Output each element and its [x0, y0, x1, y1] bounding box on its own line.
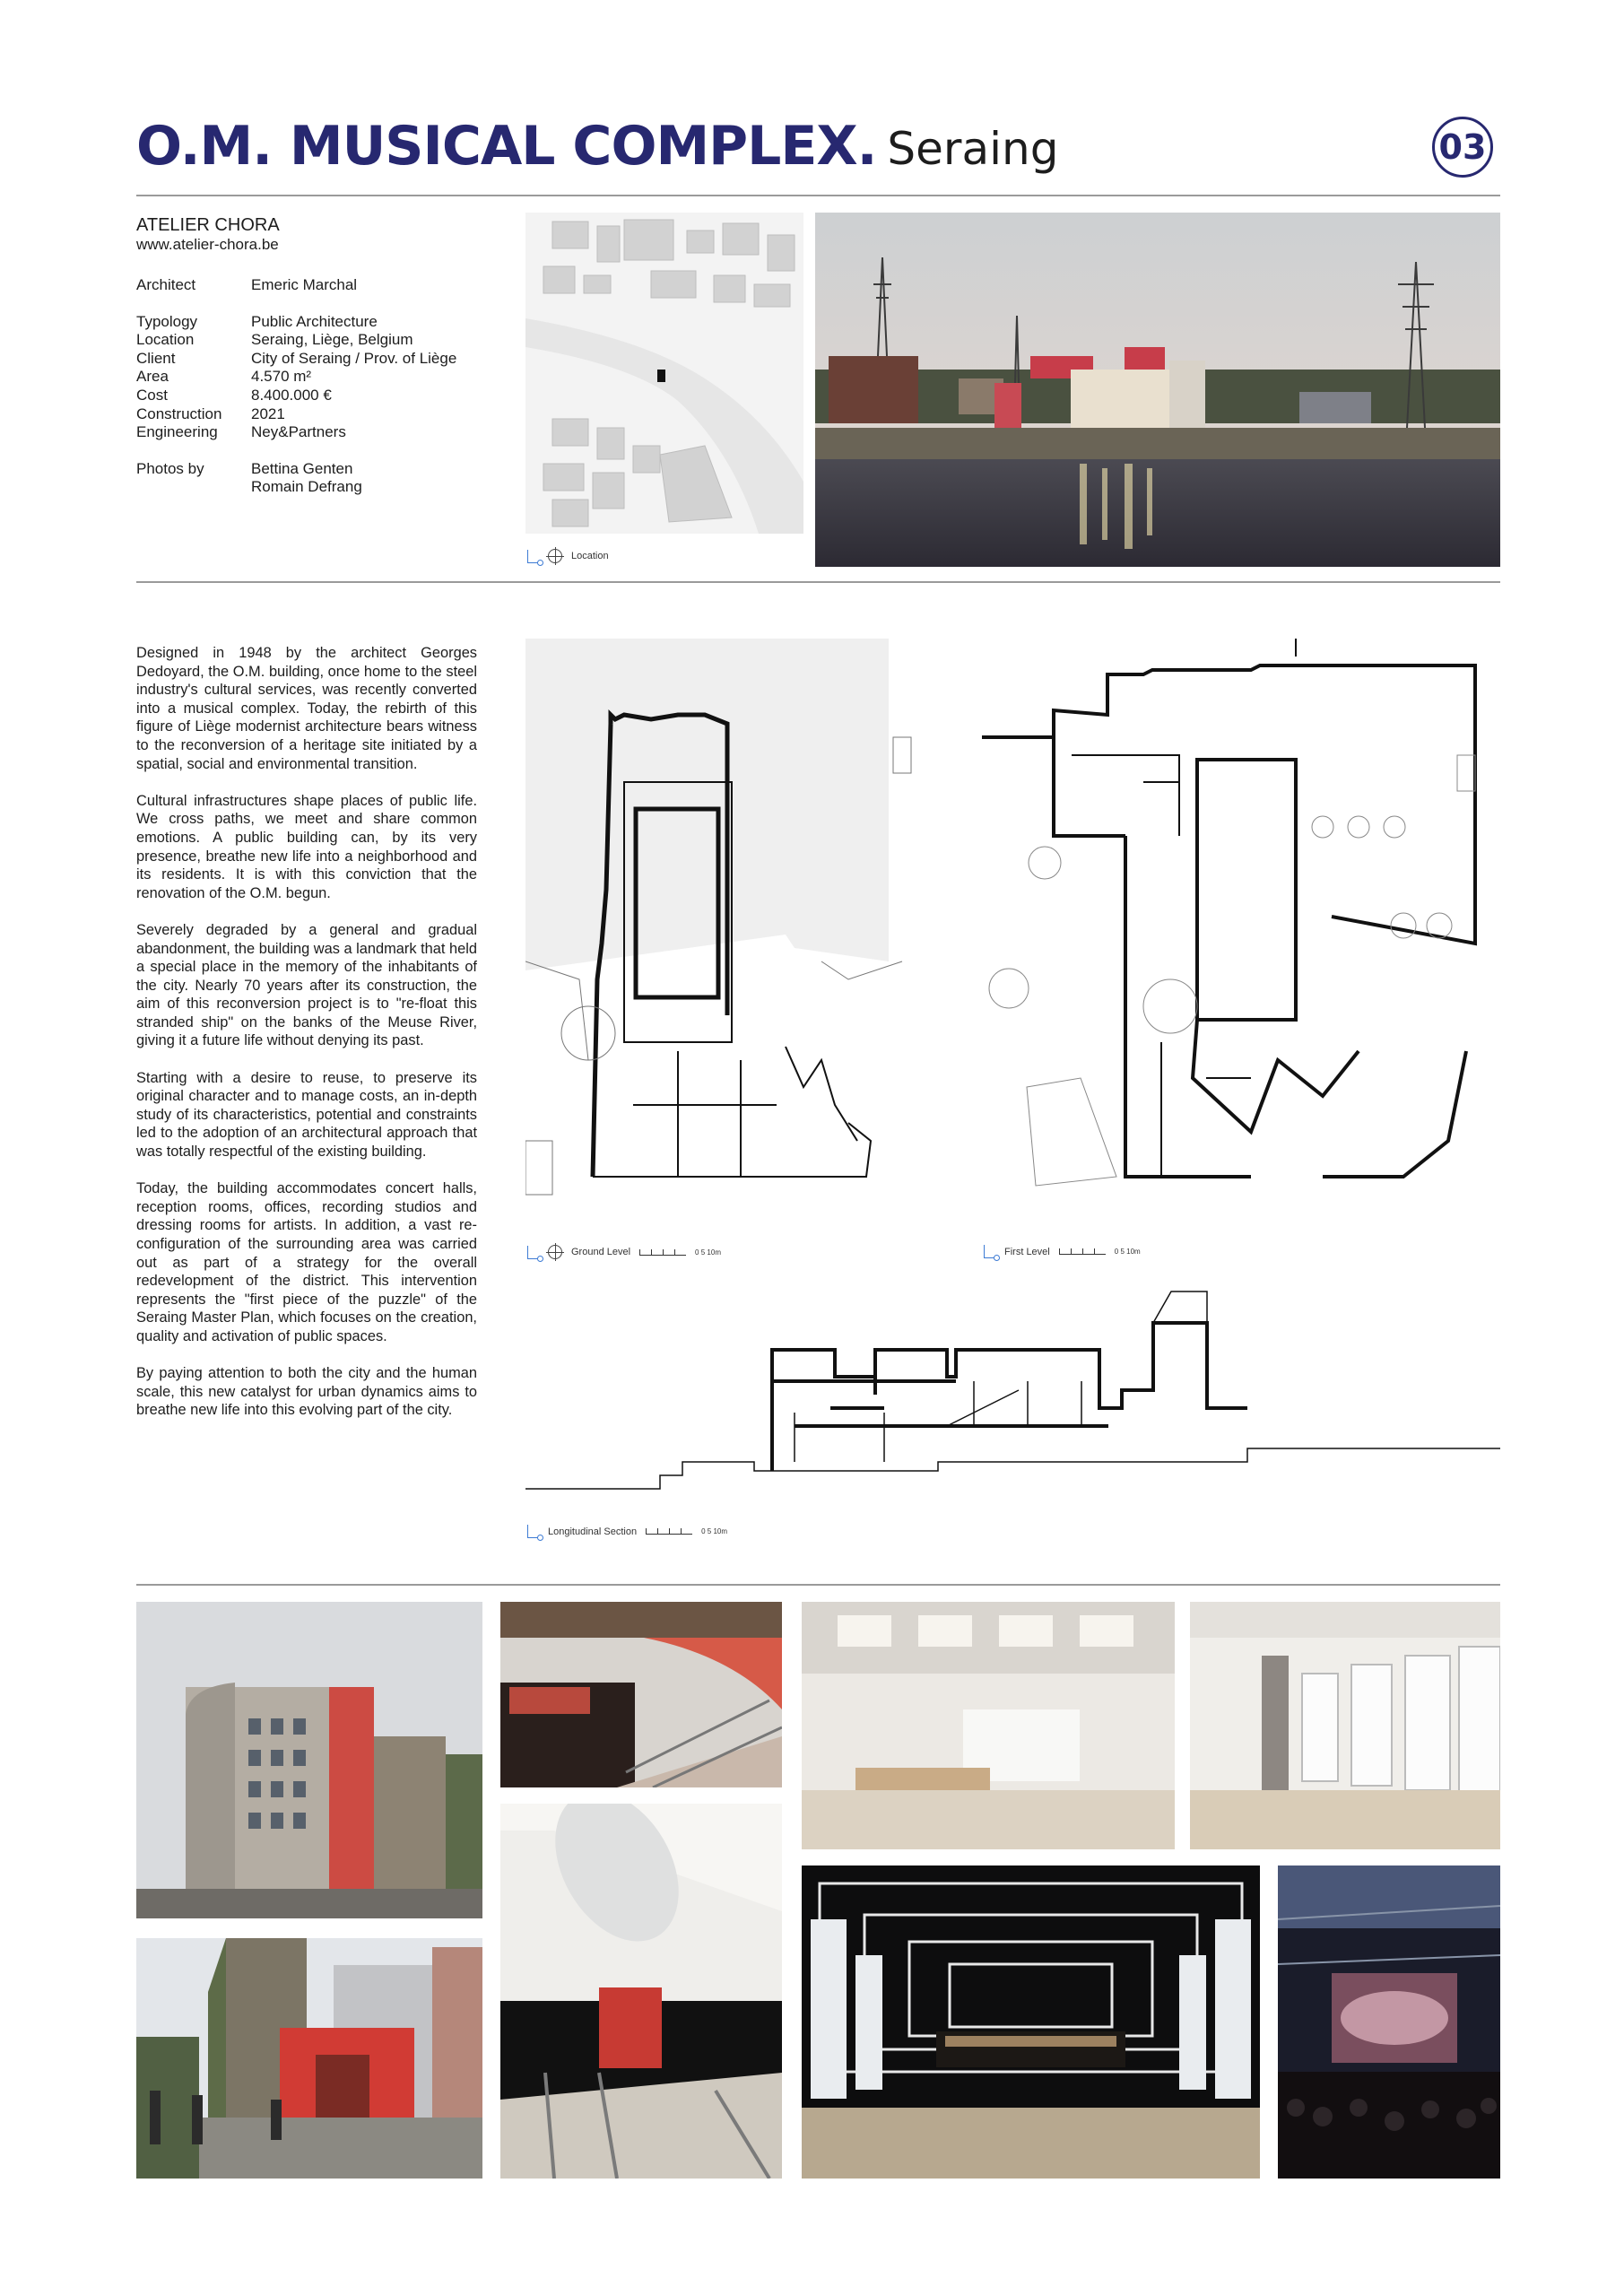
- photo-staircase: [500, 1602, 782, 1787]
- office-name: ATELIER CHORA: [136, 215, 280, 235]
- scale-bar: [639, 1249, 686, 1256]
- location-caption: Location: [527, 549, 609, 563]
- photo-concert-hall: [802, 1866, 1260, 2179]
- photo-white-room: [1190, 1602, 1500, 1849]
- marker-icon: [527, 1246, 539, 1259]
- marker-icon: [527, 1525, 539, 1538]
- paragraph: Designed in 1948 by the architect Georges Dedoyard, the O.M. building, once home to the steel industry's cultural services, was recently converted into a musical complex. Today, the rebirth of this figure of Liège modernist architecture bears witness to the reconversion of a heritage site initiated by a spatial, social and environmental transition.: [136, 645, 477, 772]
- paragraph: By paying attention to both the city and the human scale, this new catalyst for urban dynamics aims to breathe new life into this evolving part of the city.: [136, 1365, 477, 1419]
- paragraph: Starting with a desire to reuse, to preserve its original character and to manage costs, an in-depth study of its characteristics, potential and constraints led to the adoption of an architectural approach that was totally respectful of the existing building.: [136, 1069, 477, 1161]
- ground-level-plan: [525, 639, 920, 1213]
- office-block: [136, 215, 280, 255]
- photo-facade: [136, 1602, 482, 1918]
- paragraph: Cultural infrastructures shape places of public life. We cross paths, we meet and share common emotions. A public building can, by its very presence, breathe new life into a neighborhood and its residents. It is with this conviction that the renovation of the O.M. begun.: [136, 792, 477, 901]
- north-arrow-icon: [548, 549, 562, 563]
- photo-concert-stage: [1278, 1866, 1500, 2179]
- photo-reception-hall: [802, 1602, 1175, 1849]
- info-row: Construction 2021: [136, 404, 285, 422]
- scale-bar: [1059, 1248, 1106, 1255]
- section-rule-2: [136, 1584, 1500, 1586]
- office-url: www.atelier-chora.be: [136, 236, 279, 253]
- info-row: Client City of Seraing / Prov. of Liège: [136, 349, 457, 367]
- page-number-badge: 03: [1432, 117, 1493, 178]
- project-info: [136, 276, 456, 497]
- marker-icon: [984, 1245, 995, 1258]
- header-rule: [136, 195, 1500, 196]
- info-row-photos: Photos by Bettina Genten Romain Defrang: [136, 459, 362, 496]
- exterior-river-photo: [815, 213, 1500, 567]
- paragraph: Today, the building accommodates concert halls, reception rooms, offices, recording studios and dressing rooms for artists. In addition, a vast re-configuration of the surrounding area was carried out as part of a strategy for the overall redevelopment of the district. This intervention represents the "first piece of the puzzle" of the Seraing Master Plan, which focuses on the creation, quality and activation of public spaces.: [136, 1180, 477, 1344]
- page-subtitle: Seraing: [887, 123, 1059, 175]
- scale-bar: [646, 1528, 692, 1535]
- page-title: O.M. MUSICAL COMPLEX. Seraing: [136, 115, 1059, 178]
- project-description: [136, 644, 477, 1439]
- photo-red-pavilion: [136, 1938, 482, 2179]
- info-row: Location Seraing, Liège, Belgium: [136, 331, 413, 349]
- info-row: Engineering Ney&Partners: [136, 423, 346, 441]
- longitudinal-section: [525, 1283, 1500, 1498]
- info-row: Cost 8.400.000 €: [136, 386, 332, 404]
- location-map: [525, 213, 803, 534]
- paragraph: Severely degraded by a general and gradual abandonment, the building was a landmark that held a special place in the memory of the inhabitants of the city. Nearly 70 years after its construction, the aim of this reconversion project is to "re-float this stranded ship" on the banks of the Meuse River, giving it a future life without denying its past.: [136, 921, 477, 1049]
- info-row: Area 4.570 m²: [136, 368, 312, 386]
- info-row: Typology Public Architecture: [136, 312, 378, 330]
- info-row-architect: Architect Emeric Marchal: [136, 276, 358, 293]
- first-level-caption: First Level 0 5 10m: [984, 1245, 1141, 1258]
- ground-level-caption: Ground Level 0 5 10m: [527, 1245, 721, 1259]
- section-caption: Longitudinal Section 0 5 10m: [527, 1525, 727, 1538]
- section-rule-1: [136, 581, 1500, 583]
- north-arrow-icon: [548, 1245, 562, 1259]
- photo-skylight-stair: [500, 1804, 782, 2179]
- first-level-plan: [982, 639, 1500, 1213]
- marker-icon: [527, 550, 539, 563]
